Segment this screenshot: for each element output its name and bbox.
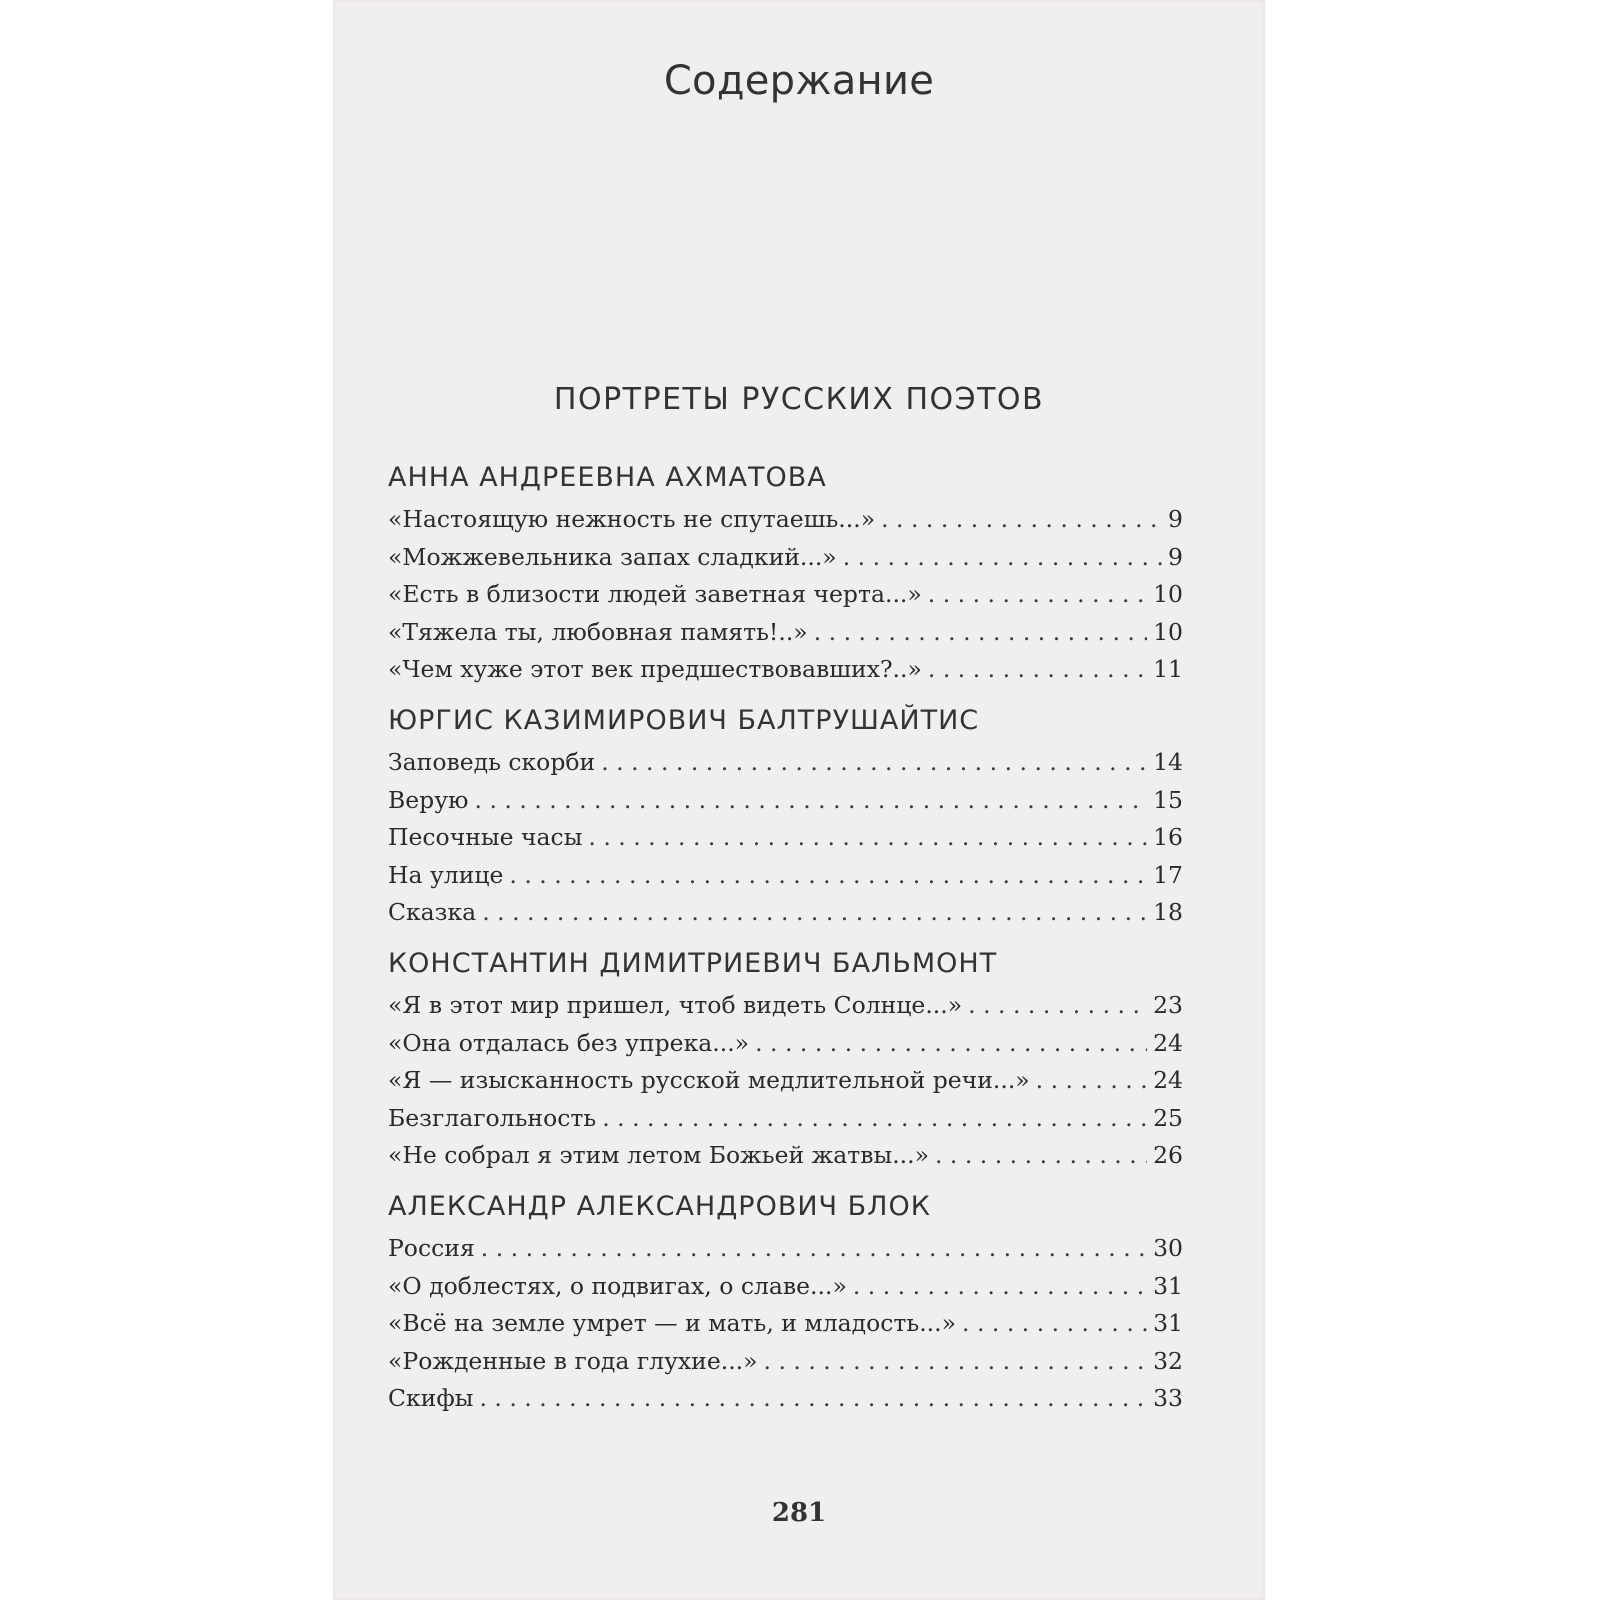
entry-page-number: 10 [1153,617,1183,646]
dot-leader [509,857,1147,895]
dot-leader [928,576,1147,614]
entry-page-number: 24 [1153,1066,1183,1095]
toc-entry [388,782,1183,820]
toc-entry [388,1062,1183,1100]
toc-entry [388,651,1183,689]
entry-page-number: 16 [1153,823,1183,852]
entry-title: «Я — изысканность русской медлительной речи...» [388,1066,1030,1095]
dot-leader [479,1380,1147,1418]
dot-leader [1036,1062,1147,1100]
poet-heading: КОНСТАНТИН ДИМИТРИЕВИЧ БАЛЬМОНТ [388,947,998,979]
poet-heading: АЛЕКСАНДР АЛЕКСАНДРОВИЧ БЛОК [388,1190,931,1222]
page-title: Содержание [663,58,935,104]
entry-page-number: 17 [1153,860,1183,889]
toc-entry [388,744,1183,782]
entry-page-number: 31 [1153,1271,1183,1300]
toc-entry [388,614,1183,652]
entry-title: «Тяжела ты, любовная память!..» [388,617,808,646]
entry-title: «Настоящую нежность не спутаешь...» [388,505,876,533]
dot-leader [601,744,1147,782]
entry-page-number: 25 [1153,1103,1183,1132]
entry-title: Песочные часы [388,823,583,852]
entry-page-number: 10 [1153,580,1183,609]
dot-leader [482,894,1147,932]
dot-leader [755,1025,1147,1063]
dot-leader [928,651,1147,689]
toc-entry [388,1380,1183,1418]
toc-entry [388,501,1183,539]
entry-title: «Можжевельника запах сладкий...» [388,542,837,571]
dot-leader [935,1137,1147,1175]
entry-title: «Она отдалась без упрека...» [388,1028,750,1057]
dot-leader [602,1100,1147,1138]
entry-title: «Всё на земле умрет — и мать, и младость...» [388,1309,957,1338]
table-of-contents [388,459,1183,1418]
entry-title: Россия [388,1233,475,1262]
toc-entry [388,576,1183,614]
book-page [333,0,1265,1600]
entry-page-number: 23 [1153,990,1183,1019]
toc-entry [388,1305,1183,1343]
dot-leader [475,782,1148,820]
entry-title: Скифы [388,1384,474,1413]
dot-leader [853,1268,1147,1306]
toc-entry [388,1137,1183,1175]
dot-leader [962,1305,1147,1343]
toc-entry [388,894,1183,932]
dot-leader [481,1230,1147,1268]
entry-title: «Не собрал я этим летом Божьей жатвы...» [388,1141,929,1170]
entry-title: «Есть в близости людей заветная черта...» [388,580,922,609]
entry-title: На улице [388,860,504,889]
entry-page-number: 24 [1153,1028,1183,1057]
toc-entry [388,1025,1183,1063]
entry-page-number: 33 [1153,1384,1183,1413]
poet-heading: АННА АНДРЕЕВНА АХМАТОВА [388,462,827,493]
entry-list [388,501,1183,689]
entry-title: Сказка [388,898,477,927]
entry-page-number: 18 [1153,898,1183,927]
entry-page-number: 15 [1153,785,1183,814]
entry-title: «Я в этот мир пришел, чтоб видеть Солнце...» [388,990,963,1019]
dot-leader [968,987,1147,1025]
dot-leader [881,501,1162,539]
entry-list [388,1230,1183,1418]
toc-entry [388,1343,1183,1381]
entry-page-number: 32 [1153,1346,1183,1375]
section-title: ПОРТРЕТЫ РУССКИХ ПОЭТОВ [553,382,1045,417]
entry-page-number: 9 [1168,505,1183,533]
entry-page-number: 14 [1153,747,1183,776]
poet-heading: ЮРГИС КАЗИМИРОВИЧ БАЛТРУШАЙТИС [388,704,980,736]
entry-page-number: 9 [1168,542,1183,571]
entry-title: Верую [388,785,469,814]
entry-title: Безглагольность [388,1103,597,1132]
toc-entry [388,819,1183,857]
entry-list [388,987,1183,1175]
dot-leader [814,614,1147,652]
page-number: 281 [771,1498,827,1528]
dot-leader [588,819,1147,857]
toc-entry [388,857,1183,895]
entry-title: «Чем хуже этот век предшествовавших?..» [388,655,922,684]
entry-page-number: 30 [1153,1233,1183,1262]
entry-page-number: 26 [1153,1141,1183,1170]
toc-entry [388,539,1183,577]
entry-title: «О доблестях, о подвигах, о славе...» [388,1271,847,1300]
entry-title: «Рожденные в года глухие...» [388,1346,758,1375]
toc-entry [388,987,1183,1025]
toc-entry [388,1100,1183,1138]
dot-leader [764,1343,1148,1381]
entry-title: Заповедь скорби [388,747,596,776]
entry-page-number: 31 [1153,1309,1183,1338]
toc-entry [388,1268,1183,1306]
dot-leader [843,539,1162,577]
entry-page-number: 11 [1153,655,1183,684]
toc-entry [388,1230,1183,1268]
entry-list [388,744,1183,932]
